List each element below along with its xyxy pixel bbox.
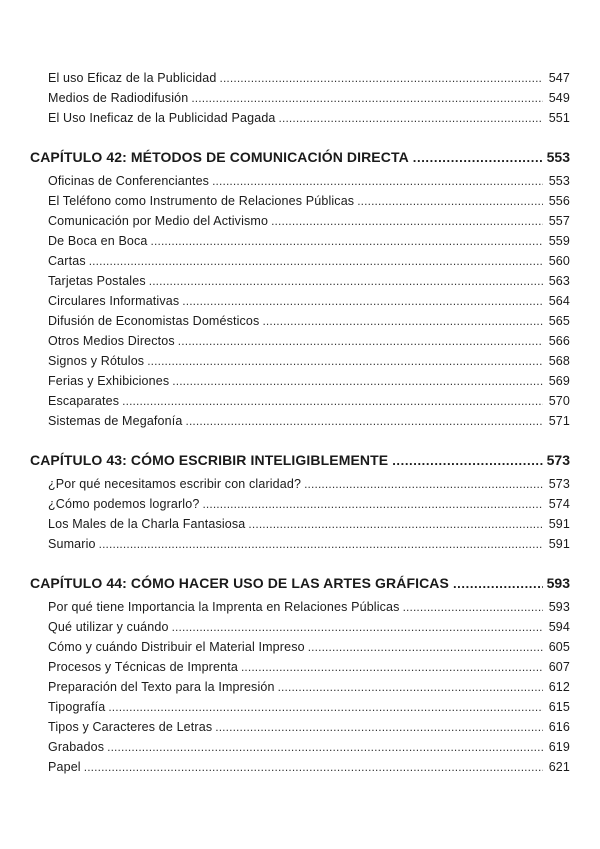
- toc-entry: [48, 88, 570, 108]
- toc-entry-page-number: 563: [548, 274, 570, 288]
- toc-entry-page-number: 621: [548, 760, 570, 774]
- chapter-heading: [30, 572, 570, 594]
- dot-leader: [191, 88, 543, 108]
- toc-entry: [48, 534, 570, 554]
- toc-entry-page-number: 560: [548, 254, 570, 268]
- dot-leader: [278, 677, 543, 697]
- toc-entry-title: Cartas: [48, 254, 86, 268]
- toc-entry: [48, 757, 570, 777]
- dot-leader: [151, 231, 543, 251]
- dot-leader: [262, 311, 543, 331]
- dot-leader: [107, 737, 543, 757]
- toc-entry: [48, 737, 570, 757]
- toc-entry-title: El Uso Ineficaz de la Publicidad Pagada: [48, 111, 276, 125]
- toc-entry-title: Tipos y Caracteres de Letras: [48, 720, 213, 734]
- toc-entry-page-number: 605: [548, 640, 570, 654]
- dot-leader: [413, 146, 543, 169]
- toc-entry: [48, 108, 570, 128]
- toc-entry-title: Qué utilizar y cuándo: [48, 620, 169, 634]
- toc-entry: [48, 171, 570, 191]
- toc-entry: [48, 597, 570, 617]
- toc-entry-title: Sumario: [48, 537, 96, 551]
- toc-entry-title: Difusión de Economistas Domésticos: [48, 314, 260, 328]
- toc-entry-page-number: 570: [548, 394, 570, 408]
- chapter-section: [30, 572, 570, 777]
- toc-entry: [48, 657, 570, 677]
- toc-entry: [48, 617, 570, 637]
- toc-entry: [48, 697, 570, 717]
- dot-leader: [178, 331, 543, 351]
- chapter-section: [30, 449, 570, 554]
- toc-entry-title: El Teléfono como Instrumento de Relaciones Públicas: [48, 194, 355, 208]
- toc-entry: [48, 271, 570, 291]
- toc-entry: [48, 311, 570, 331]
- toc-entry-title: Los Males de la Charla Fantasiosa: [48, 517, 246, 531]
- dot-leader: [185, 411, 543, 431]
- toc-entry-title: Sistemas de Megafonía: [48, 414, 183, 428]
- toc-entry-title: Circulares Informativas: [48, 294, 180, 308]
- dot-leader: [212, 171, 543, 191]
- toc-entry-title: Preparación del Texto para la Impresión: [48, 680, 275, 694]
- toc-entry-title: De Boca en Boca: [48, 234, 148, 248]
- toc-entry: [48, 474, 570, 494]
- toc-entry-title: ¿Por qué necesitamos escribir con claridad?: [48, 477, 302, 491]
- dot-leader: [392, 449, 542, 472]
- dot-leader: [99, 534, 543, 554]
- chapter-section: [30, 146, 570, 431]
- dot-leader: [308, 637, 543, 657]
- toc-entry: [48, 351, 570, 371]
- toc-entry-page-number: 591: [548, 517, 570, 531]
- dot-leader: [215, 717, 543, 737]
- toc-entry-page-number: 616: [548, 720, 570, 734]
- continued-entries: [30, 68, 570, 128]
- dot-leader: [279, 108, 543, 128]
- toc-entry: [48, 494, 570, 514]
- toc-entry-page-number: 557: [548, 214, 570, 228]
- dot-leader: [84, 757, 543, 777]
- dot-leader: [149, 271, 543, 291]
- dot-leader: [219, 68, 543, 88]
- toc-entry-page-number: 566: [548, 334, 570, 348]
- toc-entry-page-number: 568: [548, 354, 570, 368]
- toc-entry-page-number: 551: [548, 111, 570, 125]
- toc-entry: [48, 291, 570, 311]
- toc-entry: [48, 677, 570, 697]
- chapter-page-number: 593: [546, 575, 570, 591]
- chapter-title: CAPÍTULO 44: CÓMO HACER USO DE LAS ARTES GRÁFICAS: [30, 575, 449, 591]
- toc-entry-title: Tipografía: [48, 700, 106, 714]
- dot-leader: [304, 474, 543, 494]
- dot-leader: [182, 291, 543, 311]
- toc-entry-page-number: 559: [548, 234, 570, 248]
- toc-entry-title: Medios de Radiodifusión: [48, 91, 189, 105]
- toc-entry: [48, 211, 570, 231]
- toc-entry-page-number: 619: [548, 740, 570, 754]
- toc-entry-page-number: 564: [548, 294, 570, 308]
- dot-leader: [271, 211, 543, 231]
- toc-entry-page-number: 569: [548, 374, 570, 388]
- toc-entry: [48, 717, 570, 737]
- toc-entry-page-number: 591: [548, 537, 570, 551]
- dot-leader: [147, 351, 543, 371]
- toc-entry-title: ¿Cómo podemos lograrlo?: [48, 497, 200, 511]
- dot-leader: [172, 617, 543, 637]
- toc-entry: [48, 371, 570, 391]
- toc-entry: [48, 411, 570, 431]
- chapter-heading: [30, 146, 570, 168]
- dot-leader: [172, 371, 543, 391]
- toc-entry-page-number: 594: [548, 620, 570, 634]
- toc-entry: [48, 231, 570, 251]
- dot-leader: [453, 572, 543, 595]
- toc-entry: [48, 251, 570, 271]
- toc-entry-title: Grabados: [48, 740, 105, 754]
- toc-entry: [48, 331, 570, 351]
- toc-entry-title: Papel: [48, 760, 81, 774]
- toc-entry-page-number: 574: [548, 497, 570, 511]
- toc-entry-title: Ferias y Exhibiciones: [48, 374, 170, 388]
- toc-entry-title: Cómo y cuándo Distribuir el Material Impreso: [48, 640, 305, 654]
- chapter-title: CAPÍTULO 42: MÉTODOS DE COMUNICACIÓN DIRECTA: [30, 149, 409, 165]
- toc-entry-page-number: 549: [548, 91, 570, 105]
- toc-entry-page-number: 547: [548, 71, 570, 85]
- chapter-page-number: 573: [546, 452, 570, 468]
- toc-entry: [48, 191, 570, 211]
- dot-leader: [89, 251, 543, 271]
- chapter-title: CAPÍTULO 43: CÓMO ESCRIBIR INTELIGIBLEMENTE: [30, 452, 389, 468]
- toc-entry-page-number: 573: [548, 477, 570, 491]
- toc-entry: [48, 68, 570, 88]
- dot-leader: [108, 697, 543, 717]
- dot-leader: [248, 514, 543, 534]
- toc-entry: [48, 637, 570, 657]
- toc-entry-page-number: 556: [548, 194, 570, 208]
- toc-entry-page-number: 615: [548, 700, 570, 714]
- toc-entry-title: Otros Medios Directos: [48, 334, 175, 348]
- table-of-contents: [30, 68, 570, 777]
- toc-entry-title: El uso Eficaz de la Publicidad: [48, 71, 217, 85]
- toc-entry: [48, 391, 570, 411]
- dot-leader: [403, 597, 543, 617]
- toc-entry-title: Escaparates: [48, 394, 120, 408]
- toc-entry-title: Oficinas de Conferenciantes: [48, 174, 210, 188]
- dot-leader: [357, 191, 543, 211]
- toc-entry-page-number: 607: [548, 660, 570, 674]
- dot-leader: [202, 494, 543, 514]
- chapter-page-number: 553: [546, 149, 570, 165]
- dot-leader: [241, 657, 543, 677]
- toc-entry-page-number: 593: [548, 600, 570, 614]
- toc-entry-title: Tarjetas Postales: [48, 274, 146, 288]
- chapter-heading: [30, 449, 570, 471]
- dot-leader: [122, 391, 543, 411]
- toc-entry-title: Comunicación por Medio del Activismo: [48, 214, 269, 228]
- toc-entry-page-number: 612: [548, 680, 570, 694]
- toc-entry-page-number: 571: [548, 414, 570, 428]
- toc-entry-page-number: 565: [548, 314, 570, 328]
- toc-entry-page-number: 553: [548, 174, 570, 188]
- toc-entry-title: Por qué tiene Importancia la Imprenta en Relaciones Públicas: [48, 600, 400, 614]
- toc-entry-title: Procesos y Técnicas de Imprenta: [48, 660, 238, 674]
- toc-entry-title: Signos y Rótulos: [48, 354, 145, 368]
- chapter-list: [30, 146, 570, 777]
- toc-entry: [48, 514, 570, 534]
